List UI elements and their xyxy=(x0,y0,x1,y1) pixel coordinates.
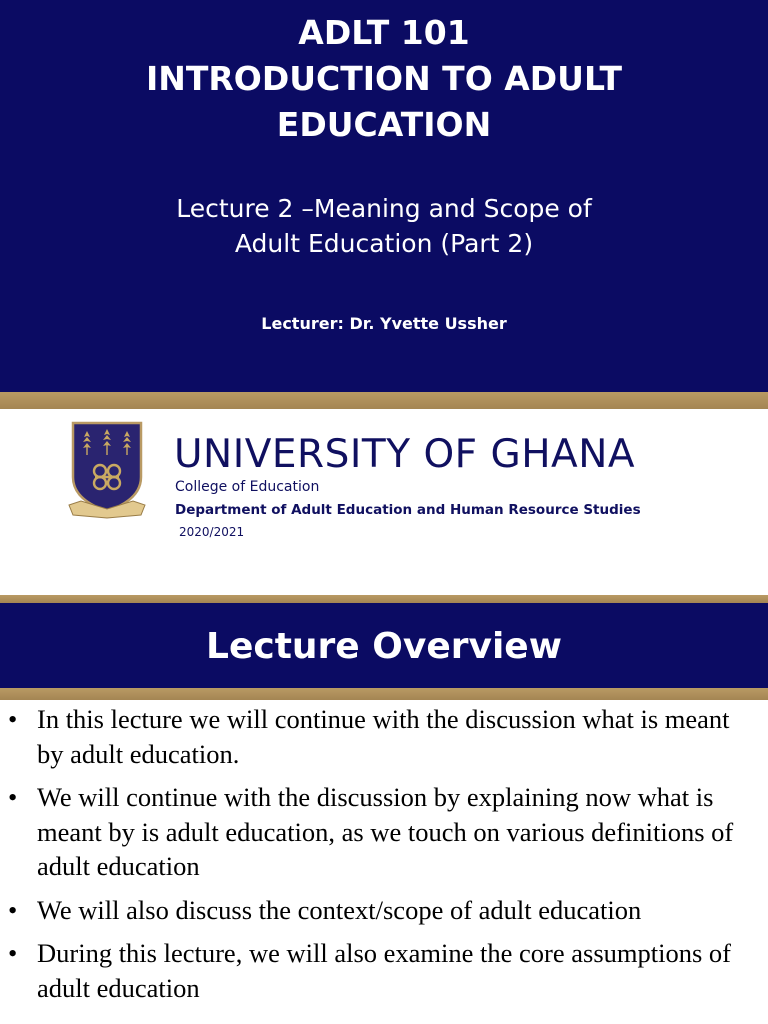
gold-divider xyxy=(0,392,768,409)
bullet-icon: • xyxy=(8,938,18,968)
university-banner xyxy=(0,409,768,595)
bullet-icon: • xyxy=(8,782,18,812)
lecturer-name: Lecturer: Dr. Yvette Ussher xyxy=(261,314,507,333)
gold-divider xyxy=(0,688,768,700)
bullet-text: We will continue with the discussion by explaining now what is meant by is adult education, as we touch on various definitions of adult education xyxy=(37,782,734,881)
course-title-line: EDUCATION xyxy=(276,105,492,144)
overview-title: Lecture Overview xyxy=(206,626,562,667)
course-title xyxy=(0,10,768,148)
list-item xyxy=(8,936,760,1005)
lecture-subtitle-line: Lecture 2 –Meaning and Scope of xyxy=(176,194,592,223)
bullet-text: During this lecture, we will also examine the core assumptions of adult education xyxy=(37,938,731,1003)
academic-year: 2020/2021 xyxy=(179,525,245,539)
list-item xyxy=(8,780,760,884)
lecture-subtitle xyxy=(0,191,768,261)
course-title-line: INTRODUCTION TO ADULT xyxy=(145,59,623,98)
college-name: College of Education xyxy=(175,479,320,495)
title-slide-header xyxy=(0,0,768,392)
lecture-subtitle-line: Adult Education (Part 2) xyxy=(234,229,534,258)
list-item xyxy=(8,702,760,771)
list-item xyxy=(8,893,760,928)
bullet-icon: • xyxy=(8,894,18,925)
department-name: Department of Adult Education and Human Resource Studies xyxy=(175,502,641,518)
bullet-text: In this lecture we will continue with the discussion what is meant by adult education. xyxy=(37,704,730,769)
overview-bullet-list xyxy=(8,702,760,1014)
overview-header xyxy=(0,603,768,688)
bullet-icon: • xyxy=(8,704,18,734)
university-name: UNIVERSITY OF GHANA xyxy=(174,432,636,477)
gold-divider xyxy=(0,595,768,603)
university-crest-icon xyxy=(67,419,147,519)
course-title-line: ADLT 101 xyxy=(298,13,470,52)
bullet-text: We will also discuss the context/scope of adult education xyxy=(37,894,642,925)
